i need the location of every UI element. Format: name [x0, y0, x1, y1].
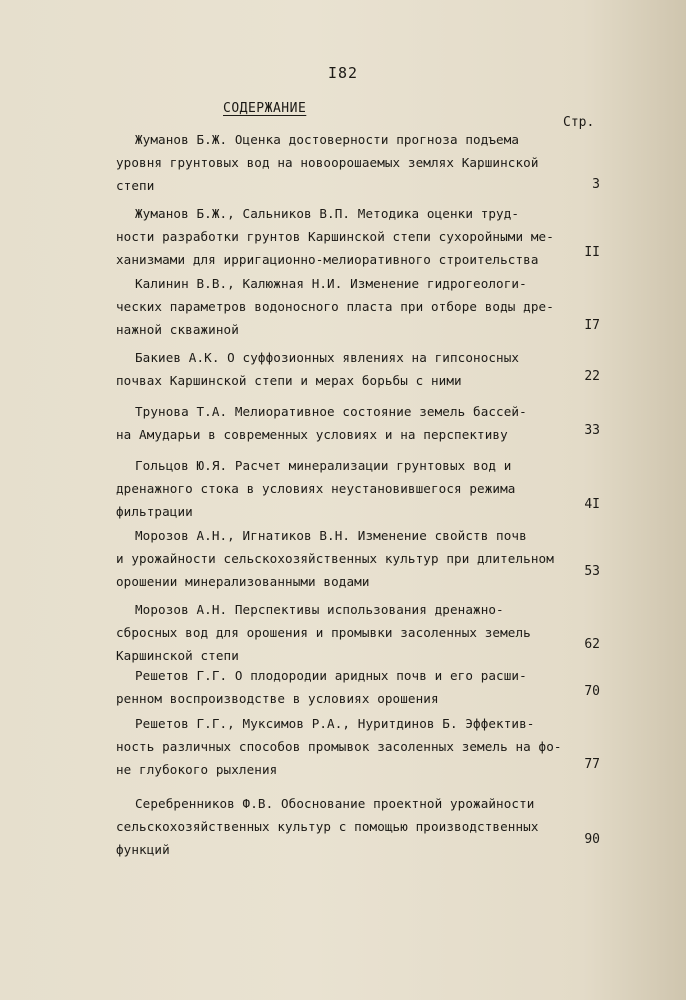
toc-entry	[116, 128, 586, 197]
toc-entry-page: 53	[584, 564, 600, 579]
toc-entry-page: 62	[584, 637, 600, 652]
toc-entry	[116, 346, 586, 392]
toc-entry-line: фильтрации	[116, 504, 193, 519]
toc-entry-line: ности разработки грунтов Каршинской степи сухоройными ме-	[116, 229, 554, 244]
toc-entry-line: не глубокого рыхления	[116, 762, 278, 777]
toc-entry-line: нажной скважиной	[116, 322, 239, 337]
toc-entry-line: Решетов Г.Г. О плодородии аридных почв и его расши-	[135, 668, 527, 683]
toc-entry-page: 22	[584, 369, 600, 384]
toc-entry	[116, 272, 586, 341]
toc-entry	[116, 400, 586, 446]
page-number: I82	[327, 64, 359, 82]
toc-entry-line: орошении минерализованными водами	[116, 574, 370, 589]
toc-entry	[116, 712, 586, 781]
toc-entry-line: Морозов А.Н. Перспективы использования дренажно-	[135, 602, 504, 617]
toc-entry-page: 4I	[584, 497, 600, 512]
toc-entry-line: уровня грунтовых вод на новоорошаемых землях Каршинской	[116, 155, 539, 170]
toc-entry-line: дренажного стока в условиях неустановившегося режима	[116, 481, 516, 496]
toc-entry-line: на Амударьи в современных условиях и на перспективу	[116, 427, 508, 442]
toc-entry-line: ческих параметров водоносного пласта при отборе воды дре-	[116, 299, 554, 314]
page-column-header: Стр.	[563, 115, 595, 130]
toc-entry-line: Гольцов Ю.Я. Расчет минерализации грунтовых вод и	[135, 458, 512, 473]
toc-entry-line: ханизмами для ирригационно-мелиоративного строительства	[116, 252, 539, 267]
toc-entry-line: сельскохозяйственных культур с помощью производственных	[116, 819, 539, 834]
toc-entry-line: и урожайности сельскохозяйственных культур при длительном	[116, 551, 554, 566]
toc-entry-line: Каршинской степи	[116, 648, 239, 663]
toc-heading: СОДЕРЖАНИЕ	[223, 101, 307, 116]
toc-entry-page: 33	[584, 423, 600, 438]
toc-entry-page: 3	[592, 177, 600, 192]
toc-entry-line: Бакиев А.К. О суффозионных явлениях на гипсоносных	[135, 350, 520, 365]
toc-entry-line: Трунова Т.А. Мелиоративное состояние земель бассей-	[135, 404, 527, 419]
toc-entry	[116, 664, 586, 710]
toc-entry-line: Морозов А.Н., Игнатиков В.Н. Изменение свойств почв	[135, 528, 527, 543]
toc-entry-line: Решетов Г.Г., Муксимов Р.А., Нуритдинов Б. Эффектив-	[135, 716, 535, 731]
toc-entry	[116, 792, 586, 861]
toc-entry	[116, 202, 586, 271]
toc-entry-line: сбросных вод для орошения и промывки засоленных земель	[116, 625, 531, 640]
toc-entry-line: степи	[116, 178, 155, 193]
toc-entry-line: ренном воспроизводстве в условиях орошения	[116, 691, 439, 706]
toc-entry-line: Жуманов Б.Ж., Сальников В.П. Методика оценки труд-	[135, 206, 520, 221]
toc-entry-line: Серебренников Ф.В. Обоснование проектной урожайности	[135, 796, 535, 811]
toc-entry-line: Калинин В.В., Калюжная Н.И. Изменение гидрогеологи-	[135, 276, 527, 291]
toc-entry-line: функций	[116, 842, 170, 857]
toc-entry-page: I7	[584, 318, 600, 333]
toc-entry-line: почвах Каршинской степи и мерах борьбы с ними	[116, 373, 462, 388]
toc-entry-line: Жуманов Б.Ж. Оценка достоверности прогноза подъема	[135, 132, 520, 147]
toc-entry	[116, 454, 586, 523]
toc-entry-page: 90	[584, 832, 600, 847]
toc-entry	[116, 598, 586, 667]
toc-entry-page: 77	[584, 757, 600, 772]
toc-entry-page: 70	[584, 684, 600, 699]
toc-entry-page: II	[584, 245, 600, 260]
toc-entry	[116, 524, 586, 593]
toc-entry-line: ность различных способов промывок засоленных земель на фо-	[116, 739, 562, 754]
